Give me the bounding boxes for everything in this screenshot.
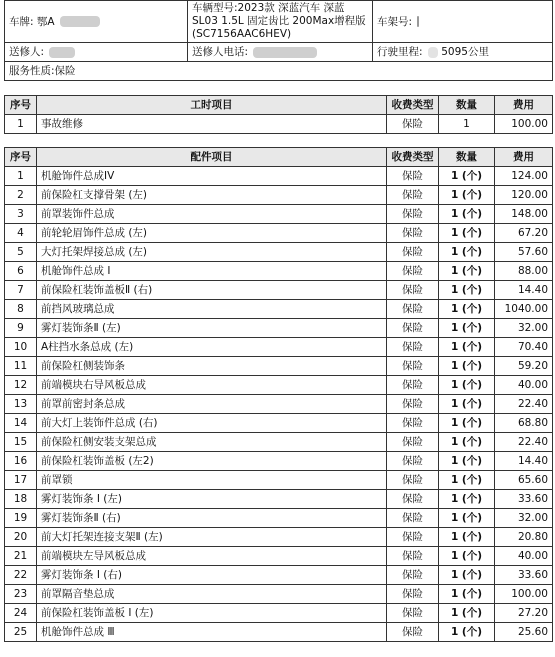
row-no: 6 <box>5 262 37 281</box>
mileage-cell <box>373 43 553 62</box>
labor-header-qty: 数量 <box>439 96 495 115</box>
row-qty: 1 (个) <box>439 433 495 452</box>
table-row <box>5 528 553 547</box>
row-no: 19 <box>5 509 37 528</box>
row-fee: 1040.00 <box>495 300 553 319</box>
row-type: 保险 <box>387 262 439 281</box>
row-item: 前保险杠装饰盖板Ⅱ (右) <box>37 281 387 300</box>
table-row <box>5 623 553 642</box>
redacted-mark <box>428 47 438 58</box>
row-item: 前保险杠装饰盖板 (左2) <box>37 452 387 471</box>
table-row <box>5 509 553 528</box>
row-item: A柱挡水条总成 (左) <box>37 338 387 357</box>
service-cell <box>5 62 553 81</box>
row-qty: 1 (个) <box>439 357 495 376</box>
row-item: 大灯托架焊接总成 (左) <box>37 243 387 262</box>
row-item: 前挡风玻璃总成 <box>37 300 387 319</box>
table-row <box>5 433 553 452</box>
row-fee: 32.00 <box>495 509 553 528</box>
row-no: 14 <box>5 414 37 433</box>
row-item: 前大灯托架连接支架Ⅱ (左) <box>37 528 387 547</box>
row-qty: 1 (个) <box>439 452 495 471</box>
table-row <box>5 414 553 433</box>
row-no: 4 <box>5 224 37 243</box>
row-item: 雾灯装饰条Ⅱ (左) <box>37 319 387 338</box>
row-item: 前罩隔音垫总成 <box>37 585 387 604</box>
parts-header-row <box>5 148 553 167</box>
row-qty: 1 (个) <box>439 623 495 642</box>
row-type: 保险 <box>387 566 439 585</box>
row-type: 保险 <box>387 224 439 243</box>
row-qty: 1 (个) <box>439 566 495 585</box>
row-qty: 1 (个) <box>439 319 495 338</box>
row-type: 保险 <box>387 243 439 262</box>
row-item: 机舱饰件总成IV <box>37 167 387 186</box>
labor-header-row <box>5 96 553 115</box>
row-no: 5 <box>5 243 37 262</box>
row-no: 8 <box>5 300 37 319</box>
row-no: 1 <box>5 115 37 134</box>
row-item: 前轮轮眉饰件总成 (左) <box>37 224 387 243</box>
row-item: 机舱饰件总成 I <box>37 262 387 281</box>
row-no: 18 <box>5 490 37 509</box>
row-qty: 1 (个) <box>439 338 495 357</box>
row-no: 25 <box>5 623 37 642</box>
table-row <box>5 262 553 281</box>
row-fee: 70.40 <box>495 338 553 357</box>
row-fee: 40.00 <box>495 547 553 566</box>
row-fee: 14.40 <box>495 281 553 300</box>
row-no: 2 <box>5 186 37 205</box>
mileage-label: 行驶里程: <box>377 46 423 58</box>
row-item: 前端模块左导风板总成 <box>37 547 387 566</box>
row-no: 23 <box>5 585 37 604</box>
row-qty: 1 (个) <box>439 167 495 186</box>
row-fee: 33.60 <box>495 490 553 509</box>
row-fee: 100.00 <box>495 585 553 604</box>
table-row <box>5 452 553 471</box>
row-item: 前保险杠支撑骨架 (左) <box>37 186 387 205</box>
table-row <box>5 205 553 224</box>
row-no: 9 <box>5 319 37 338</box>
mileage-value: 5095公里 <box>441 46 489 58</box>
row-no: 11 <box>5 357 37 376</box>
row-item: 前罩装饰件总成 <box>37 205 387 224</box>
row-type: 保险 <box>387 528 439 547</box>
table-row <box>5 395 553 414</box>
sender-cell <box>5 43 188 62</box>
row-type: 保险 <box>387 395 439 414</box>
row-fee: 57.60 <box>495 243 553 262</box>
row-type: 保险 <box>387 547 439 566</box>
row-qty: 1 (个) <box>439 243 495 262</box>
table-row <box>5 376 553 395</box>
row-type: 保险 <box>387 623 439 642</box>
row-no: 13 <box>5 395 37 414</box>
row-item: 机舱饰件总成 Ⅲ <box>37 623 387 642</box>
row-qty: 1 (个) <box>439 528 495 547</box>
row-no: 10 <box>5 338 37 357</box>
row-qty: 1 (个) <box>439 547 495 566</box>
row-type: 保险 <box>387 604 439 623</box>
row-qty: 1 (个) <box>439 262 495 281</box>
row-fee: 27.20 <box>495 604 553 623</box>
row-qty: 1 (个) <box>439 490 495 509</box>
row-fee: 67.20 <box>495 224 553 243</box>
table-row <box>5 167 553 186</box>
labor-table <box>4 95 553 134</box>
row-no: 20 <box>5 528 37 547</box>
row-type: 保险 <box>387 186 439 205</box>
table-row <box>5 566 553 585</box>
row-no: 24 <box>5 604 37 623</box>
row-qty: 1 (个) <box>439 585 495 604</box>
row-no: 21 <box>5 547 37 566</box>
row-fee: 120.00 <box>495 186 553 205</box>
table-row <box>5 338 553 357</box>
table-row <box>5 357 553 376</box>
labor-header-no: 序号 <box>5 96 37 115</box>
row-item: 雾灯装饰条 I (左) <box>37 490 387 509</box>
table-row <box>5 604 553 623</box>
row-type: 保险 <box>387 338 439 357</box>
plate-cell <box>5 1 188 43</box>
row-fee: 88.00 <box>495 262 553 281</box>
row-type: 保险 <box>387 509 439 528</box>
row-no: 15 <box>5 433 37 452</box>
row-qty: 1 (个) <box>439 395 495 414</box>
parts-table <box>4 147 553 642</box>
row-fee: 32.00 <box>495 319 553 338</box>
row-type: 保险 <box>387 115 439 134</box>
row-no: 17 <box>5 471 37 490</box>
plate-value: 鄂A <box>36 15 55 28</box>
row-type: 保险 <box>387 167 439 186</box>
row-item: 前保险杠装饰盖板 I (左) <box>37 604 387 623</box>
row-type: 保险 <box>387 490 439 509</box>
row-type: 保险 <box>387 585 439 604</box>
vin-cell <box>373 1 553 43</box>
row-fee: 25.60 <box>495 623 553 642</box>
row-qty: 1 (个) <box>439 414 495 433</box>
row-type: 保险 <box>387 433 439 452</box>
row-no: 7 <box>5 281 37 300</box>
row-item: 前保险杠侧安装支架总成 <box>37 433 387 452</box>
table-row <box>5 547 553 566</box>
table-row <box>5 585 553 604</box>
vehicle-info-table <box>4 0 553 81</box>
model-cell <box>188 1 373 43</box>
row-fee: 40.00 <box>495 376 553 395</box>
row-type: 保险 <box>387 471 439 490</box>
table-row <box>5 115 553 134</box>
row-fee: 100.00 <box>495 115 553 134</box>
row-fee: 148.00 <box>495 205 553 224</box>
row-fee: 33.60 <box>495 566 553 585</box>
service-value: 保险 <box>54 65 76 77</box>
row-fee: 14.40 <box>495 452 553 471</box>
model-value: 2023款 深蓝汽车 深蓝SL03 1.5L 固定齿比 200Max增程版 (SC7156AAC6HEV) <box>192 2 366 40</box>
redacted-mark <box>60 16 100 27</box>
phone-cell <box>188 43 373 62</box>
sender-label: 送修人: <box>9 46 45 58</box>
model-label: 车辆型号: <box>192 2 238 14</box>
table-row <box>5 281 553 300</box>
row-fee: 22.40 <box>495 433 553 452</box>
labor-header-type: 收费类型 <box>387 96 439 115</box>
table-row <box>5 471 553 490</box>
row-item: 雾灯装饰条Ⅱ (右) <box>37 509 387 528</box>
row-item: 前大灯上装饰件总成 (右) <box>37 414 387 433</box>
row-type: 保险 <box>387 300 439 319</box>
row-qty: 1 (个) <box>439 509 495 528</box>
vin-label: 车架号: <box>377 15 413 28</box>
row-qty: 1 (个) <box>439 471 495 490</box>
row-type: 保险 <box>387 376 439 395</box>
redacted-mark <box>417 16 419 27</box>
row-item: 雾灯装饰条 I (右) <box>37 566 387 585</box>
row-item: 事故维修 <box>37 115 387 134</box>
redacted-mark <box>253 47 317 58</box>
row-fee: 20.80 <box>495 528 553 547</box>
row-type: 保险 <box>387 319 439 338</box>
row-type: 保险 <box>387 452 439 471</box>
row-no: 16 <box>5 452 37 471</box>
row-no: 22 <box>5 566 37 585</box>
labor-header-fee: 费用 <box>495 96 553 115</box>
row-item: 前端模块右导风板总成 <box>37 376 387 395</box>
service-label: 服务性质: <box>9 65 55 77</box>
row-qty: 1 <box>439 115 495 134</box>
row-qty: 1 (个) <box>439 300 495 319</box>
row-item: 前保险杠侧装饰条 <box>37 357 387 376</box>
table-row <box>5 224 553 243</box>
row-qty: 1 (个) <box>439 186 495 205</box>
row-item: 前罩前密封条总成 <box>37 395 387 414</box>
row-no: 3 <box>5 205 37 224</box>
row-fee: 68.80 <box>495 414 553 433</box>
row-no: 12 <box>5 376 37 395</box>
table-row <box>5 319 553 338</box>
row-fee: 59.20 <box>495 357 553 376</box>
table-row <box>5 243 553 262</box>
parts-header-no: 序号 <box>5 148 37 167</box>
row-type: 保险 <box>387 281 439 300</box>
parts-header-qty: 数量 <box>439 148 495 167</box>
row-qty: 1 (个) <box>439 281 495 300</box>
row-fee: 22.40 <box>495 395 553 414</box>
row-type: 保险 <box>387 205 439 224</box>
phone-label: 送修人电话: <box>192 46 249 58</box>
row-qty: 1 (个) <box>439 224 495 243</box>
redacted-mark <box>49 47 75 58</box>
table-row <box>5 490 553 509</box>
row-item: 前罩锁 <box>37 471 387 490</box>
row-no: 1 <box>5 167 37 186</box>
parts-header-type: 收费类型 <box>387 148 439 167</box>
table-row <box>5 300 553 319</box>
row-qty: 1 (个) <box>439 376 495 395</box>
parts-header-fee: 费用 <box>495 148 553 167</box>
labor-header-item: 工时项目 <box>37 96 387 115</box>
row-qty: 1 (个) <box>439 205 495 224</box>
table-row <box>5 186 553 205</box>
plate-label: 车牌: <box>9 15 34 28</box>
row-qty: 1 (个) <box>439 604 495 623</box>
parts-header-item: 配件项目 <box>37 148 387 167</box>
row-type: 保险 <box>387 357 439 376</box>
row-type: 保险 <box>387 414 439 433</box>
row-fee: 65.60 <box>495 471 553 490</box>
row-fee: 124.00 <box>495 167 553 186</box>
